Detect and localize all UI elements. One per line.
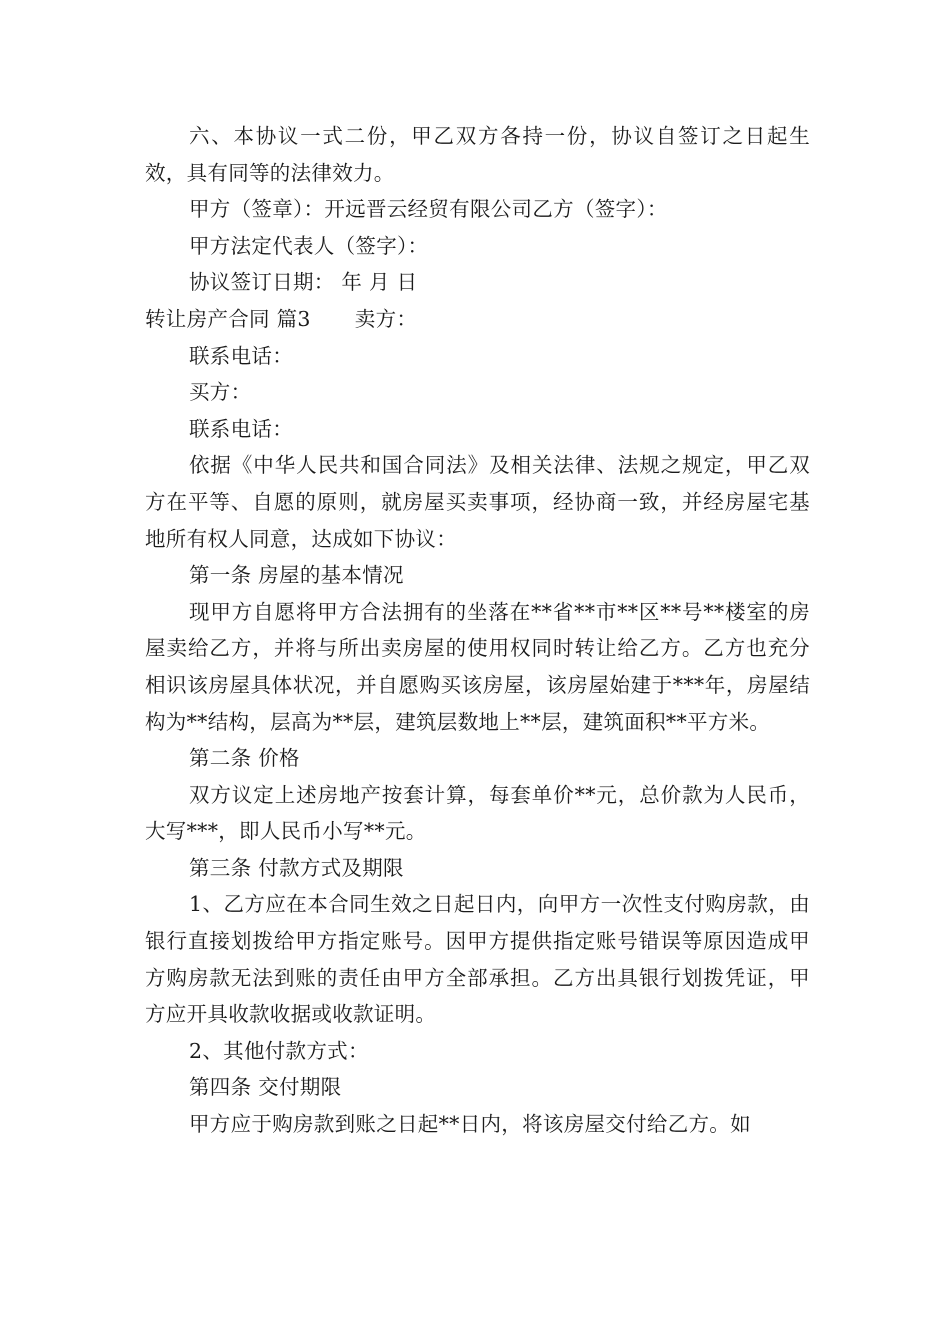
article-four-heading: 第四条 交付期限 (189, 1075, 342, 1100)
seller-label: 卖方： (354, 306, 418, 331)
paragraph-signing-date: 协议签订日期： 年 月 日 (189, 270, 418, 295)
paragraph-payment-one: 1、乙方应在本合同生效之日起日内，向甲方一次性支付购房款，由银行直接划拨给甲方指定账号。因甲方提供指定账号错误等原因造成甲方购房款无法到账的责任由甲方全部承担。乙方出具银行划拨凭证，甲方应开具收款收据或收款证明。 (145, 892, 810, 1027)
paragraph-legal-basis: 依据《中华人民共和国合同法》及相关法律、法规之规定，甲乙双方在平等、自愿的原则，就房屋买卖事项，经协商一致，并经房屋宅基地所有权人同意，达成如下协议： (145, 453, 810, 551)
paragraph-payment-two: 2、其他付款方式： (189, 1038, 369, 1063)
paragraph-buyer: 买方： (189, 380, 252, 405)
paragraph-legal-rep-signature: 甲方法定代表人（签字）： (189, 233, 429, 258)
contract-heading-line (145, 301, 810, 338)
paragraph-clause-six: 六、本协议一式二份，甲乙双方各持一份，协议自签订之日起生效，具有同等的法律效力。 (145, 124, 810, 185)
contract-title: 转让房产合同 篇3 (145, 306, 311, 331)
paragraph-price: 双方议定上述房地产按套计算，每套单价**元，总价款为人民币，大写***，即人民币小写**元。 (145, 782, 810, 844)
article-two-heading: 第二条 价格 (189, 746, 300, 771)
paragraph-party-a-signature: 甲方（签章）：开远晋云经贸有限公司乙方（签字）： (189, 197, 668, 222)
paragraph-buyer-phone: 联系电话： (189, 416, 293, 441)
document-page (145, 118, 810, 1143)
paragraph-seller-phone: 联系电话： (189, 343, 293, 368)
paragraph-property-details: 现甲方自愿将甲方合法拥有的坐落在**省**市**区**号**楼室的房屋卖给乙方，并将与所出卖房屋的使用权同时转让给乙方。乙方也充分相识该房屋具体状况，并自愿购买该房屋，该房屋始建于***年，房屋结构为**结构，层高为**层，建筑层数地上**层，建筑面积**平方米。 (145, 599, 810, 734)
paragraph-delivery: 甲方应于购房款到账之日起**日内，将该房屋交付给乙方。如 (189, 1112, 751, 1137)
article-one-heading: 第一条 房屋的基本情况 (189, 563, 404, 588)
article-three-heading: 第三条 付款方式及期限 (189, 855, 404, 880)
